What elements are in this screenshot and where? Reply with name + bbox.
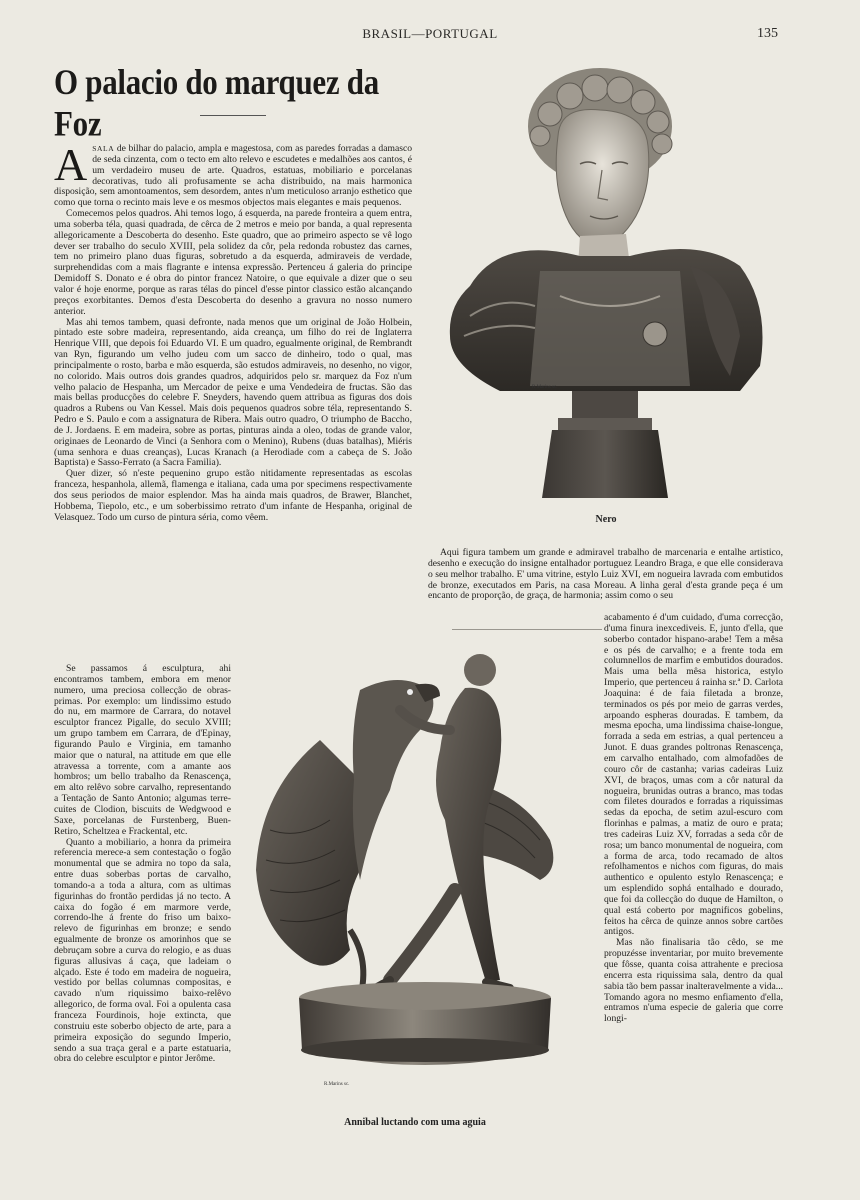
nero-bust-icon: [440, 66, 770, 506]
paragraph-6: Quanto a mobiliario, a honra da primeira referencia merece-a sem contestação o fogão monumental que se admira no topo da sala, entre duas soberbas portas de carvalho, tomando-a a toda a altura, com as ultimas figurinhas do frontão perdidas já no tecto. A caixa do fogão é em marmore verde, correndo-lhe á frente do friso um baixo-relevo de figurinhas em bronze; e sendo egualmente de bronze os amorinhos que se debruçam sobre a curva do relogio, e as duas figuras allusivas á caça, que ladeiam o alçado. Este é todo em madeira de nogueira, vestido por bellas columnas compositas, e cavado n'um riquissimo baixo-relêvo allegorico, de forma oval. Foi a opulenta casa franceza Fourdinois, hoje extincta, que construiu este soberbo objecto de arte, para a primeira exposição do segundo Imperio, sendo a sua traça geral e a parte estatuaria, obra do celebre esculptor e pintor Jerôme.: [54, 836, 231, 1065]
hannibal-eagle-icon: [250, 630, 590, 1100]
nero-signature: R.Marins sc.: [532, 385, 558, 390]
dropcap-word: SALA: [92, 144, 115, 153]
nero-caption: Nero: [595, 514, 617, 525]
article-column-narrow-left: [54, 664, 231, 1065]
title-rule: [200, 115, 266, 116]
dropcap: A: [54, 139, 88, 190]
running-head: BRASIL—PORTUGAL: [362, 26, 498, 41]
nero-bust-figure: [440, 66, 770, 506]
aguia-caption: Annibal luctando com uma aguia: [344, 1117, 486, 1128]
paragraph-4: Quer dizer, só n'este pequenino grupo estão nitidamente representadas as escolas franceza, hespanhola, allemã, flamenga e italiana, cada uma por specimens respectivamente dos seus periodos de maior esplendor. Mas ha ainda mais quadros, de Brawer, Blanchet, Hobbema, Tiepolo, etc., e um soberbissimo retrato d'um infante de Hespanha, original de Velasquez. Todo um curso de pintura séria, como vêem.: [54, 468, 412, 523]
paragraph-7: Aqui figura tambem um grande e admiravel trabalho de marcenaria e entalhe artistico, desenho e execução do insigne entalhador portuguez Leandro Braga, e que elle considerava o seu melhor trabalho. E' uma vitrine, estylo Luiz XVI, em nogueira lavrada com embutidos de bronze, executados em Paris, na casa Moreau. A linha geral d'esta grande peça é um encanto de proporção, de graça, de harmonia; assim como o seu: [428, 547, 783, 602]
article-column-top: [54, 139, 412, 524]
page-number: 135: [757, 26, 778, 41]
paragraph-1-text: de bilhar do palacio, ampla e magestosa, com as paredes forradas a damasco de seda cinzenta, com o tecto em alto relevo e escudetes e medalhões aos cantos, é um verdadeiro museu de arte. Quadros, estatuas, mobiliario e porcelanas decorativas, tudo ali profusamente se acha distribuido, na mais harmonica disposição, sem amontoamentos, sem desordem, antes n'um meticuloso arranjo esthetico que como que torna o recinto mais leve e os mesmos objectos mais elegantes e mais pequenos.: [54, 143, 412, 209]
paragraph-8: acabamento é d'um cuidado, d'uma correcção, d'uma finura inexcediveis. E, junto d'ella, que soberbo contador hispano-arabe! Tem a mêsa e os pés de carvalho; e a frente toda em columnellos de marfim e embutidos dourados. Mais uma bella mêsa historica, estylo Imperio, que pertenceu á rainha sr.ª D. Carlota Joaquina: é de faia filetada a bronze, terminados os pés por meio de garras verdes, arpoando espheras douradas. E tambem, da mesma epocha, uma lindissima chaise-longue, forrada a seda em estrias, a qual pertenceu a Junot. E duas grandes poltronas Renascença, em carvalho entalhado, com almofadões de couro côr de castanha; varias cadeiras Luiz XVI, de braços, umas com a côr natural da nogueira, brunidas outras a branco, mas todas com filetes dourados e forradas a riquissimas sedas da epocha, de setim azul-escuro com florinhas e palmas, a matiz de ouro e prata; tres cadeiras Luiz XV, forradas a seda côr de rosa; um banco monumental de nogueira, com a forma de arca, todo recamado de altos refolhamentos e nichos com figuras, do mais authentico e opulento estylo Renascença; e um esplendido sophá entalhado e dourado, que foi da collecção do duque de Hamilton, o qual está coberto por magnificos gobelins, feitos ha cêrca de quinze annos sobre cartões antigos.: [604, 612, 783, 938]
article-title: O palacio do marquez da Foz: [54, 62, 379, 144]
paragraph-1: [54, 139, 412, 209]
paragraph-3: Mas ahi temos tambem, quasi defronte, nada menos que um original de João Holbein, pintado este sobre madeira, representando, aida creança, um filho do rei de Inglaterra Henrique VIII, que depois foi Eduardo VI. E um quadro, egualmente original, de Rembrandt van Ryn, figurando um velho judeu com um sacco de dinheiro, todo o qual, mas principalmente o rosto, barba e mão esquerda, são estudos admiraveis, no desenho, no vigor, no colorido. Mais outros dois grandes quadros, adquiridos pelo sr. marquez da Foz n'um velho palacio de Hespanha, um Mercador de peixe e uma Vendedeira de fructas. São das mais bellas producções do celebre F. Sneyders, havendo quem attribua as figuras dos dois quadros a Rubens ou Van Kessel. Mais dois pequenos quadros sobre téla, representando S. Pedro e S. Paulo e com a assignatura de Ribera. Mais outro quadro, O triumpho de Baccho, de J. Jordaens. E em madeira, sobre as portas, pinturas ainda a oleo, todas de grande valor, originaes de Leonardo de Vinci (a Senhora com o Menino), Rubens (duas batalhas), Miéris (uma senhora e duas creanças), Lucas Kranach (a Herodiade com a cabeça de S. João Baptista) e Sasso-Ferrato (a Sacra Familia).: [54, 316, 412, 469]
paragraph-2: Comecemos pelos quadros. Ahi temos logo, á esquerda, na parede fronteira a quem entra, uma soberba téla, quasi quadrada, de cêrca de 2 metros e meio por banda, a qual representa allegoricamente a Descoberta do desenho. Este quadro, que ao primeiro aspecto se vê logo dever ser trabalho do seculo XVIII, pela solidez da côr, pela redonda robustez das carnes, tem no primeiro plano duas figuras, sobretudo a da esquerda, admiraveis de verdade, surprehendidas com a mais flagrante e intensa expressão. Pertenceu á galeria do principe Demidoff S. Donato e é obra do pintor francez Natoire, o que equivale a dizer que o seu valor é hoje enorme, porque as raras télas do pincel d'esse pintor classico estão alcançando preços exorbitantes. Demos d'esta Descoberta do desenho a gravura no nosso numero anterior.: [54, 208, 412, 317]
paragraph-5: Se passamos á esculptura, ahi encontramos tambem, embora em menor numero, uma preciosa collecção de obras-primas. Por exemplo: um lindissimo estudo do nu, em marmore de Carrara, do notavel esculptor francez Pigalle, do seculo XVIII; um grupo tambem em Carrara, de d'Epinay, figurando Paulo e Virginia, em tamanho maior que o natural, na attitude em que elle atravessa a torrente, com a amante aos hombros; um bello trabalho da Renascença, em alto relêvo sobre carvalho, representando a Tentação de Santo Antonio; algumas terre-cuites de Clodion, biscuits de Wedgwood e Saxe, porcelanas de Furstenberg, Buen-Retiro, Scheltzea e Frackental, etc.: [54, 663, 231, 837]
paragraph-9: Mas não finalisaria tão cêdo, se me propuzésse inventariar, por muito brevemente que fôsse, quanta coisa attrahente e preciosa encerra esta riquissima sala, dentro da qual sabia tão bem passar inalteravelmente a vida... Tomando agora no mesmo enfiamento d'ella, entramos n'uma especie de galeria que corre longi-: [604, 937, 783, 1025]
article-column-right-wide: [428, 548, 783, 602]
hannibal-eagle-figure: [250, 630, 590, 1100]
article-column-narrow-right: [604, 613, 783, 1025]
aguia-signature: R.Marins sc.: [324, 1082, 350, 1087]
